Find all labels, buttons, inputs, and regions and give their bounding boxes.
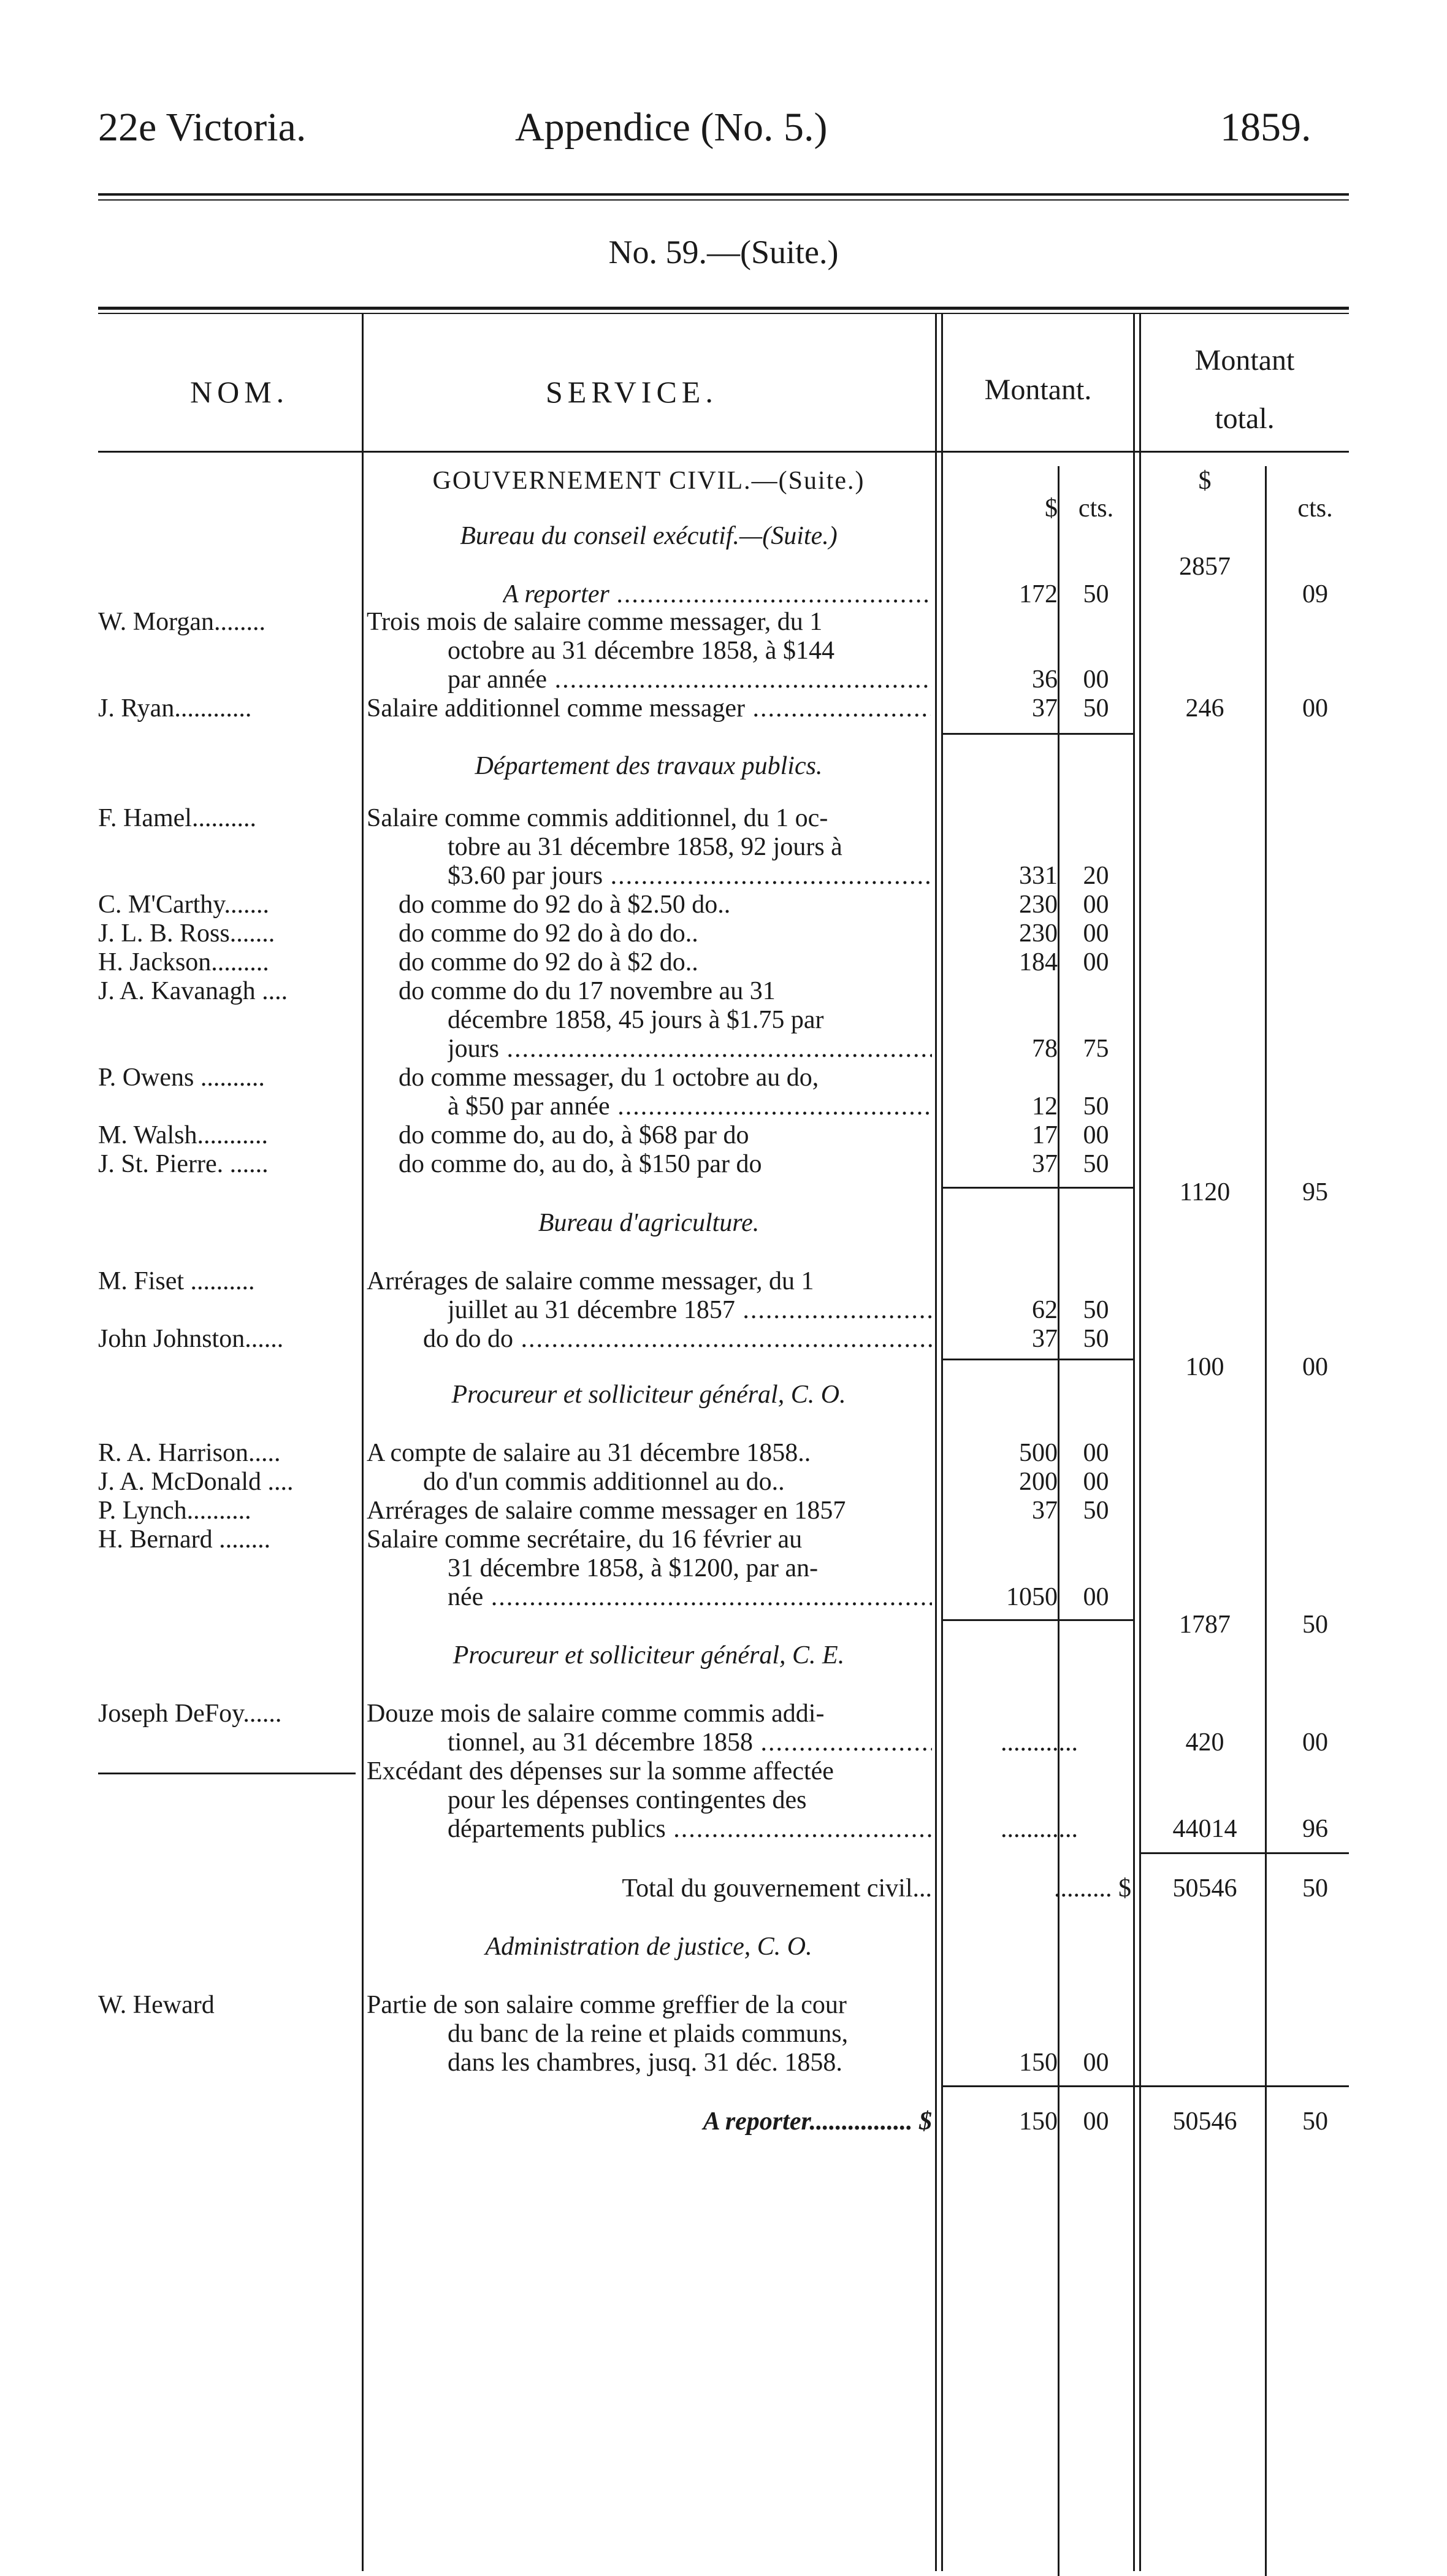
total-dollars: 1787 [1179,1611,1231,1639]
name-dash-rule [98,1773,356,1774]
section-bureau-executif: Bureau du conseil exécutif.—(Suite.) [460,522,838,550]
total-cents: 00 [1302,1353,1328,1381]
amount-cents: 50 [1083,580,1109,608]
service-desc: do comme do 92 do à $2 do.. [399,948,698,976]
total-dollars: 50546 [1172,1874,1237,1903]
service-desc: do comme do, au do, à $150 par do [399,1150,762,1178]
service-desc: à $50 par année ..... [448,1092,932,1121]
total-cents: 00 [1302,1728,1328,1757]
service-desc: du banc de la reine et plaids communs, [448,2020,849,2048]
section-gouvernement-civil: GOUVERNEMENT CIVIL.—(Suite.) [432,467,865,495]
unit-total-dollar: $ [1198,467,1212,495]
amount-cents: 75 [1083,1035,1109,1063]
service-desc: Salaire comme commis additionnel, du 1 oc- [367,804,828,832]
unit-total-cts: cts. [1297,494,1333,523]
total-cents: 50 [1302,1611,1328,1639]
amount-dollars: 37 [1032,1150,1058,1178]
payee-name: H. Bernard ........ [98,1525,271,1554]
amount-dollars: 17 [1032,1121,1058,1149]
total-dollars: 420 [1185,1728,1224,1757]
amount-cents: 00 [1083,891,1109,919]
col-divider-total-cents [1265,466,1267,2576]
total-rule [1140,1852,1349,1854]
payee-name: Joseph DeFoy...... [98,1700,282,1728]
amount-cents: 00 [1083,2049,1109,2077]
amount-dollars: 200 [1019,1468,1058,1496]
amount-dollars: 150 [1019,2107,1058,2136]
running-head-left: 22e Victoria. [98,105,307,150]
service-desc: Salaire comme secrétaire, du 16 février au [367,1525,803,1554]
payee-name: P. Owens .......... [98,1064,265,1092]
header-rule-thin [98,199,1349,201]
amount-cents: 50 [1083,1497,1109,1525]
amount-cents: 50 [1083,694,1109,723]
payee-name: J. L. B. Ross....... [98,919,275,948]
total-dollars: 100 [1185,1353,1224,1381]
total-dollars: 2857 [1179,553,1231,581]
payee-name: M. Walsh........... [98,1121,269,1149]
amount-dollars: 331 [1019,862,1058,890]
header-rule-top [98,193,1349,196]
amount-cents: 50 [1083,1296,1109,1324]
col-head-service: SERVICE. [546,375,718,409]
amount-dollars: 37 [1032,1325,1058,1353]
service-desc: Arrérages de salaire comme messager en 1857 [367,1497,846,1525]
amount-cents: 20 [1083,862,1109,890]
service-desc: Douze mois de salaire comme commis addi- [367,1700,825,1728]
section-agriculture: Bureau d'agriculture. [538,1209,760,1237]
section-procureur-co: Procureur et solliciteur général, C. O. [451,1381,846,1409]
subtotal-rule [943,1359,1133,1360]
service-desc: do do do ..... [423,1324,932,1354]
col-head-montant-total-1: Montant [1194,344,1295,377]
service-desc: do comme do, au do, à $68 par do [399,1121,749,1149]
amount-cents: 00 [1083,1121,1109,1149]
table-rule-top-thin [98,313,1349,314]
col-divider-cents [1058,466,1059,2576]
payee-name: W. Morgan........ [98,608,265,636]
col-head-nom: NOM. [190,375,289,409]
payee-name: F. Hamel.......... [98,804,256,832]
amount-dollars: 172 [1019,580,1058,608]
service-desc: octobre au 31 décembre 1858, à $144 [448,637,834,665]
col-head-montant: Montant. [984,374,1092,406]
payee-name: H. Jackson......... [98,948,269,976]
amount-dollars: 184 [1019,948,1058,976]
amount-filler: ............ [1001,1728,1078,1757]
amount-dollars: 500 [1019,1439,1058,1467]
a-reporter-label-bottom: A reporter................ $ [703,2107,932,2136]
payee-name: John Johnston...... [98,1325,284,1353]
total-dollars: 246 [1185,694,1224,723]
total-dollars: 44014 [1172,1815,1237,1843]
running-head-center: Appendice (No. 5.) [515,105,828,150]
service-desc: do comme do 92 do à $2.50 do.. [399,891,731,919]
col-divider-total-a [1133,314,1135,2571]
total-dollars: 50546 [1172,2107,1237,2136]
total-cents: 09 [1302,580,1328,608]
service-desc: Partie de son salaire comme greffier de la cour [367,1991,847,2019]
amount-cents: 00 [1083,665,1109,694]
amount-filler: ......... $ [1054,1874,1131,1903]
payee-name: R. A. Harrison..... [98,1439,281,1467]
amount-cents: 00 [1083,948,1109,976]
col-divider-service-a [935,314,937,2571]
service-desc: tionnel, au 31 décembre 1858 ..... [448,1728,932,1757]
service-desc: Salaire additionnel comme messager ..... [367,694,931,723]
service-desc: do comme messager, du 1 octobre au do, [399,1064,819,1092]
col-divider-nom [362,314,364,2571]
payee-name: J. A. McDonald .... [98,1468,294,1496]
amount-filler: ............ [1001,1815,1078,1843]
total-cents: 50 [1302,2107,1328,2136]
section-administration-justice: Administration de justice, C. O. [485,1933,812,1961]
payee-name: C. M'Carthy....... [98,891,270,919]
amount-cents: 00 [1083,1583,1109,1611]
page-subtitle: No. 59.—(Suite.) [608,234,839,270]
running-head-right: 1859. [1220,105,1311,150]
amount-dollars: 12 [1032,1092,1058,1121]
service-desc: née ..... [448,1582,932,1612]
amount-cents: 50 [1083,1092,1109,1121]
total-cents: 96 [1302,1815,1328,1843]
amount-cents: 00 [1083,1468,1109,1496]
total-civil-label: Total du gouvernement civil... [622,1874,932,1903]
total-cents: 00 [1302,694,1328,723]
table-header-rule [98,451,1349,453]
table-rule-top [98,307,1349,310]
a-reporter-label: A reporter ..... [503,580,932,609]
payee-name: J. St. Pierre. ...... [98,1150,269,1178]
service-desc: do comme do 92 do à do do.. [399,919,698,948]
total-dollars: 1120 [1179,1178,1231,1206]
service-desc: Arrérages de salaire comme messager, du 1 [367,1267,814,1295]
total-cents: 50 [1302,1874,1328,1903]
col-divider-service-b [941,314,943,2571]
unit-dollar: $ [1045,494,1058,523]
amount-dollars: 37 [1032,1497,1058,1525]
service-desc: pour les dépenses contingentes des [448,1786,807,1814]
service-desc: Excédant des dépenses sur la somme affectée [367,1757,834,1785]
payee-name: M. Fiset .......... [98,1267,255,1295]
service-desc: jours ..... [448,1034,932,1064]
amount-dollars: 62 [1032,1296,1058,1324]
section-travaux-publics: Département des travaux publics. [475,752,823,780]
section-procureur-ce: Procureur et solliciteur général, C. E. [452,1641,845,1669]
service-desc: dans les chambres, jusq. 31 déc. 1858. [448,2049,842,2077]
service-desc: décembre 1858, 45 jours à $1.75 par [448,1006,824,1034]
amount-dollars: 230 [1019,919,1058,948]
payee-name: J. Ryan............ [98,694,252,723]
service-desc: do d'un commis additionnel au do.. [423,1468,785,1496]
unit-cts: cts. [1078,494,1114,523]
service-desc: Trois mois de salaire comme messager, du 1 [367,608,823,636]
subtotal-rule [943,733,1133,735]
amount-cents: 50 [1083,1325,1109,1353]
amount-cents: 50 [1083,1150,1109,1178]
amount-dollars: 37 [1032,694,1058,723]
service-desc: juillet au 31 décembre 1857 ..... [448,1295,932,1325]
subtotal-rule [943,1187,1133,1189]
total-cents: 95 [1302,1178,1328,1206]
col-divider-total-b [1139,314,1141,2571]
service-desc: $3.60 par jours ..... [448,861,932,891]
payee-name: J. A. Kavanagh .... [98,977,288,1005]
amount-dollars: 78 [1032,1035,1058,1063]
service-desc: tobre au 31 décembre 1858, 92 jours à [448,833,842,861]
payee-name: P. Lynch.......... [98,1497,251,1525]
col-head-montant-total-2: total. [1215,402,1275,435]
service-desc: do comme do du 17 novembre au 31 [399,977,776,1005]
amount-cents: 00 [1083,1439,1109,1467]
amount-cents: 00 [1083,2107,1109,2136]
service-desc: départements publics ..... [448,1814,932,1844]
amount-dollars: 230 [1019,891,1058,919]
amount-dollars: 150 [1019,2049,1058,2077]
service-desc: par année ..... [448,665,932,694]
subtotal-rule [943,1619,1133,1621]
payee-name: W. Heward [98,1991,215,2019]
service-desc: 31 décembre 1858, à $1200, par an- [448,1554,819,1582]
amount-cents: 00 [1083,919,1109,948]
amount-dollars: 36 [1032,665,1058,694]
carry-forward-rule [943,2085,1349,2087]
amount-dollars: 1050 [1006,1583,1058,1611]
service-desc: A compte de salaire au 31 décembre 1858.. [367,1439,811,1467]
